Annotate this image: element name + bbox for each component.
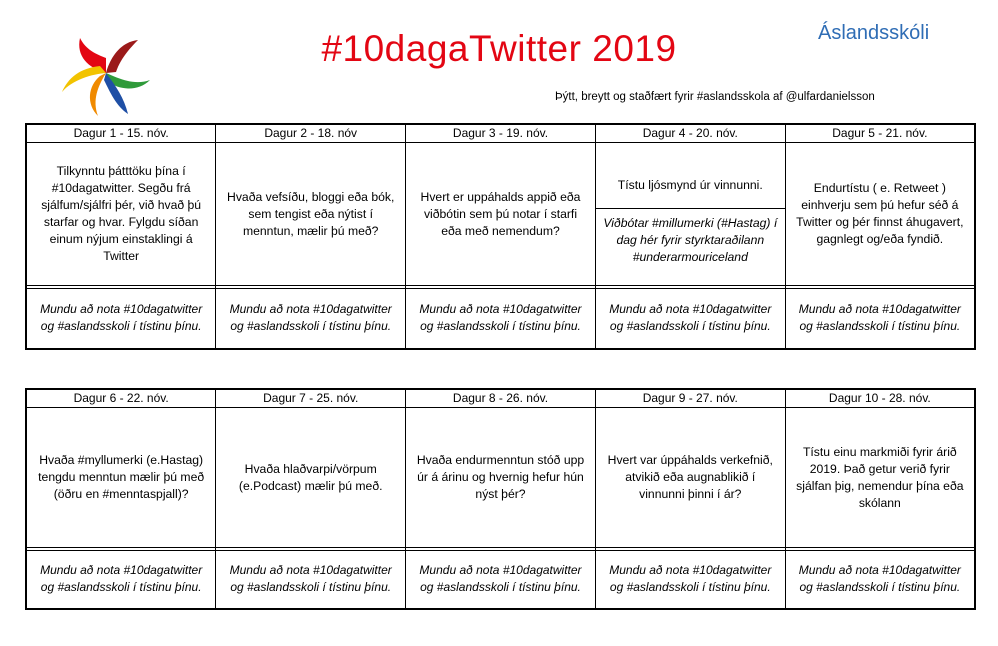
day-header: Dagur 7 - 25. nóv. (216, 389, 406, 408)
day-task: Hvaða endurmenntun stóð upp úr á árinu og hvernig hefur hún nýst þér? (406, 408, 596, 548)
day-reminder: Mundu að nota #10dagatwitter og #aslandsskoli í tístinu þínu. (406, 289, 596, 349)
day-reminder: Mundu að nota #10dagatwitter og #aslandsskoli í tístinu þínu. (595, 289, 785, 349)
day-header: Dagur 9 - 27. nóv. (595, 389, 785, 408)
page-title: #10dagaTwitter 2019 (321, 28, 677, 69)
school-name: Áslandsskóli (818, 22, 930, 44)
day-task: Tístu ljósmynd úr vinnunni. (596, 163, 785, 209)
day-reminder: Mundu að nota #10dagatwitter og #aslandsskoli í tístinu þínu. (216, 551, 406, 609)
day-header: Dagur 4 - 20. nóv. (595, 124, 785, 143)
day-task-split (595, 143, 785, 286)
calendar-week-2 (25, 388, 976, 610)
day-header: Dagur 3 - 19. nóv. (406, 124, 596, 143)
day-task: Hvert er uppáhalds appið eða viðbótin sem þú notar í starfi eða með nemendum? (406, 143, 596, 286)
day-task: Hvaða hlaðvarpi/vörpum (e.Podcast) mælir þú með. (216, 408, 406, 548)
day-reminder: Mundu að nota #10dagatwitter og #aslandsskoli í tístinu þínu. (216, 289, 406, 349)
day-reminder: Mundu að nota #10dagatwitter og #aslandsskoli í tístinu þínu. (785, 551, 975, 609)
day-header: Dagur 1 - 15. nóv. (26, 124, 216, 143)
day-reminder: Mundu að nota #10dagatwitter og #aslandsskoli í tístinu þínu. (785, 289, 975, 349)
day-extra-note: Viðbótar #millumerki (#Hastag) í dag hér fyrir styrktaraðilann #underarmouriceland (603, 215, 778, 264)
day-header: Dagur 5 - 21. nóv. (785, 124, 975, 143)
day-header: Dagur 10 - 28. nóv. (785, 389, 975, 408)
day-reminder: Mundu að nota #10dagatwitter og #aslandsskoli í tístinu þínu. (595, 551, 785, 609)
day-header: Dagur 8 - 26. nóv. (406, 389, 596, 408)
day-task: Tístu einu markmiði fyrir árið 2019. Það getur verið fyrir sjálfan þig, nemendur þína eða skólann (785, 408, 975, 548)
day-header: Dagur 6 - 22. nóv. (26, 389, 216, 408)
credit-line: Þýtt, breytt og staðfært fyrir #aslandsskola af @ulfardanielsson (555, 91, 875, 103)
day-reminder: Mundu að nota #10dagatwitter og #aslandsskoli í tístinu þínu. (406, 551, 596, 609)
calendar-week-1 (25, 123, 976, 350)
day-task: Endurtístu ( e. Retweet ) einhverju sem þú hefur séð á Twitter og þér finnst áhugavert, gagnlegt og/eða fyndið. (785, 143, 975, 286)
day-task: Hvaða #myllumerki (e.Hastag) tengdu menntun mælir þú með (öðru en #menntaspjall)? (26, 408, 216, 548)
day-reminder: Mundu að nota #10dagatwitter og #aslandsskoli í tístinu þínu. (26, 289, 216, 349)
day-task: Hvaða vefsíðu, bloggi eða bók, sem tengist eða nýtist í menntun, mælir þú með? (216, 143, 406, 286)
day-task: Hvert var úppáhalds verkefnið, atvikið eða augnablikið í vinnunni þinni í ár? (595, 408, 785, 548)
day-task: Tilkynntu þátttöku þína í #10dagatwitter. Segðu frá sjálfum/sjálfri þér, við hvað þú starfar og hvar. Fylgdu síðan einum nýjum einstaklingi á Twitter (26, 143, 216, 286)
day-reminder: Mundu að nota #10dagatwitter og #aslandsskoli í tístinu þínu. (26, 551, 216, 609)
day-header: Dagur 2 - 18. nóv (216, 124, 406, 143)
